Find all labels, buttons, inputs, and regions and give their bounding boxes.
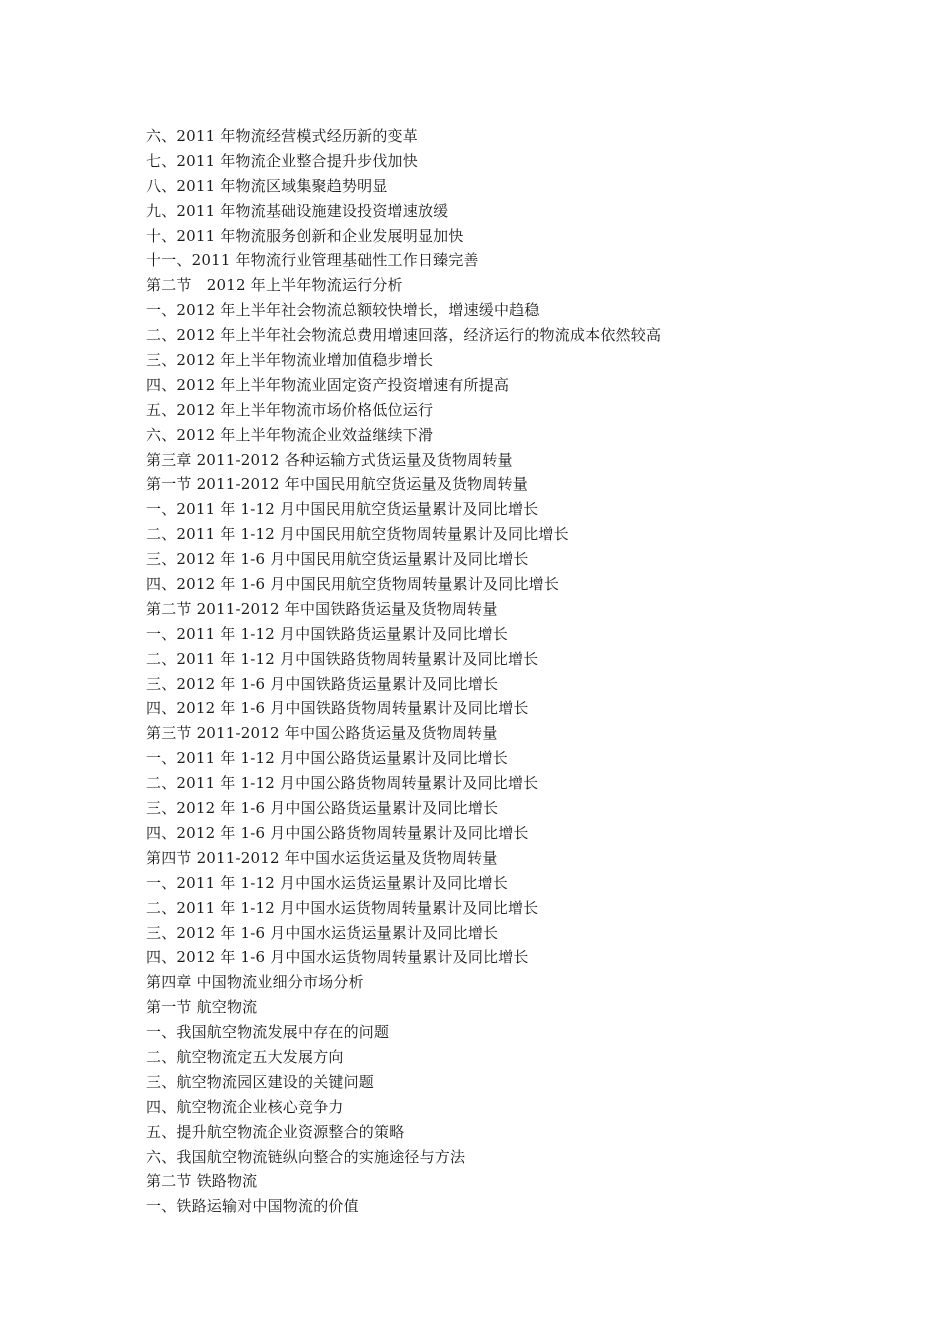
toc-line: 四、2012 年 1-6 月中国民用航空货物周转量累计及同比增长 [146,575,560,594]
toc-line: 十、2011 年物流服务创新和企业发展明显加快 [146,226,464,245]
toc-chapter-heading: 第四章 中国物流业细分市场分析 [146,973,364,992]
toc-line: 四、航空物流企业核心竞争力 [146,1097,344,1116]
toc-line: 三、2012 年 1-6 月中国水运货运量累计及同比增长 [146,923,499,942]
toc-line: 六、2011 年物流经营模式经历新的变革 [146,127,418,145]
toc-line: 一、2011 年 1-12 月中国水运货运量累计及同比增长 [146,873,508,892]
toc-line: 十一、2011 年物流行业管理基础性工作日臻完善 [146,251,479,270]
toc-line: 一、铁路运输对中国物流的价值 [146,1197,359,1216]
toc-line: 二、2012 年上半年社会物流总费用增速回落，经济运行的物流成本依然较高 [146,326,662,345]
toc-line: 九、2011 年物流基础设施建设投资增速放缓 [146,201,449,220]
toc-chapter-heading: 第三章 2011-2012 各种运输方式货运量及货物周转量 [146,450,513,469]
toc-line: 一、2011 年 1-12 月中国公路货运量累计及同比增长 [146,749,508,768]
toc-line: 三、2012 年 1-6 月中国民用航空货运量累计及同比增长 [146,550,529,569]
toc-line: 八、2011 年物流区域集聚趋势明显 [146,176,388,195]
toc-line: 三、2012 年 1-6 月中国公路货运量累计及同比增长 [146,799,499,818]
toc-section-heading: 第二节 铁路物流 [146,1172,258,1191]
toc-line: 三、航空物流园区建设的关键问题 [146,1072,375,1091]
toc-section-heading: 第二节 2012 年上半年物流运行分析 [146,276,403,295]
toc-line: 三、2012 年 1-6 月中国铁路货运量累计及同比增长 [146,674,499,693]
toc-line: 一、2012 年上半年社会物流总额较快增长，增速缓中趋稳 [146,301,540,320]
toc-line: 四、2012 年 1-6 月中国铁路货物周转量累计及同比增长 [146,699,529,718]
toc-section-heading: 第二节 2011-2012 年中国铁路货运量及货物周转量 [146,599,498,618]
toc-line: 六、2012 年上半年物流企业效益继续下滑 [146,425,434,444]
toc-line: 四、2012 年 1-6 月中国公路货物周转量累计及同比增长 [146,823,529,842]
toc-line: 二、航空物流定五大发展方向 [146,1047,344,1066]
toc-section-heading: 第四节 2011-2012 年中国水运货运量及货物周转量 [146,848,498,867]
table-of-contents [146,124,846,1219]
toc-line: 五、2012 年上半年物流市场价格低位运行 [146,400,434,419]
toc-line: 六、我国航空物流链纵向整合的实施途径与方法 [146,1147,466,1166]
toc-line: 一、我国航空物流发展中存在的问题 [146,1023,390,1042]
toc-line: 四、2012 年上半年物流业固定资产投资增速有所提高 [146,375,510,394]
toc-line: 四、2012 年 1-6 月中国水运货物周转量累计及同比增长 [146,948,529,967]
toc-line: 二、2011 年 1-12 月中国水运货物周转量累计及同比增长 [146,898,539,917]
toc-line: 三、2012 年上半年物流业增加值稳步增长 [146,351,434,370]
toc-line: 七、2011 年物流企业整合提升步伐加快 [146,151,418,170]
toc-line: 二、2011 年 1-12 月中国民用航空货物周转量累计及同比增长 [146,525,569,544]
toc-line: 五、提升航空物流企业资源整合的策略 [146,1122,405,1141]
toc-section-heading: 第三节 2011-2012 年中国公路货运量及货物周转量 [146,724,498,743]
toc-line: 一、2011 年 1-12 月中国民用航空货运量累计及同比增长 [146,500,539,519]
toc-section-heading: 第一节 航空物流 [146,998,258,1017]
toc-section-heading: 第一节 2011-2012 年中国民用航空货运量及货物周转量 [146,475,528,494]
toc-line: 二、2011 年 1-12 月中国铁路货物周转量累计及同比增长 [146,649,539,668]
toc-line: 一、2011 年 1-12 月中国铁路货运量累计及同比增长 [146,624,508,643]
toc-line: 二、2011 年 1-12 月中国公路货物周转量累计及同比增长 [146,774,539,793]
